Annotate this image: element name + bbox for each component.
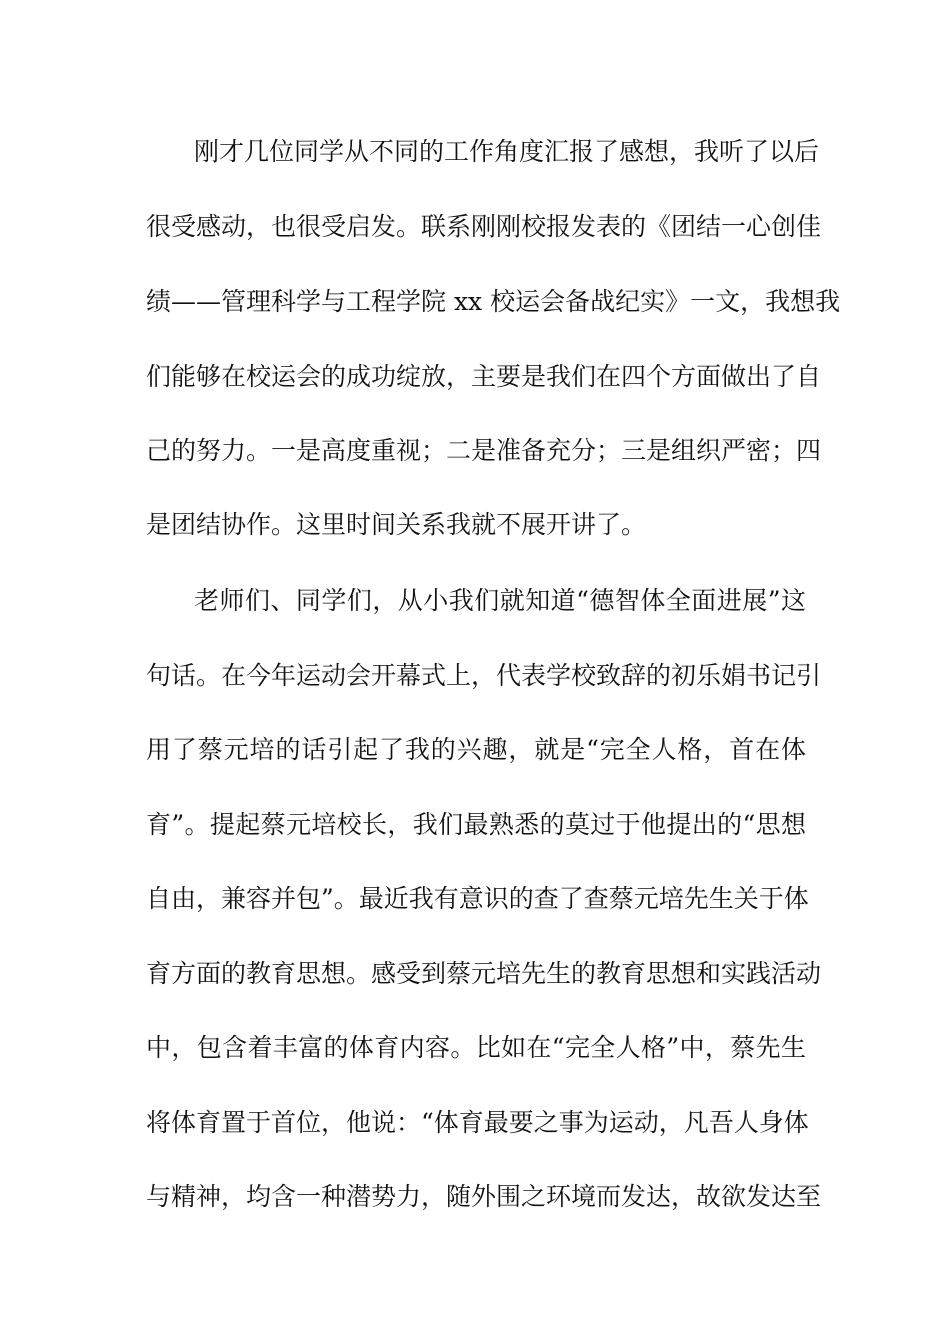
paragraph-1-line-2: 很受感动，也很受启发。联系刚刚校报发表的《团结一心创佳 [146, 212, 822, 241]
paragraph-2-line-7: 中，包含着丰富的体育内容。比如在“完全人格”中，蔡先生 [146, 1033, 806, 1062]
paragraph-2-line-2: 句话。在今年运动会开幕式上，代表学校致辞的初乐娟书记引 [146, 661, 822, 690]
paragraph-2-line-3: 用了蔡元培的话引起了我的兴趣，就是“完全人格，首在体 [146, 735, 806, 764]
paragraph-2-line-1: 老师们、同学们，从小我们就知道“德智体全面进展”这 [194, 586, 806, 615]
paragraph-2-line-8: 将体育置于首位，他说：“体育最要之事为运动，凡吾人身体 [146, 1108, 809, 1137]
paragraph-1-line-1: 刚才几位同学从不同的工作角度汇报了感想，我听了以后 [194, 137, 820, 166]
paragraph-1-line-3: 绩——管理科学与工程学院 xx 校运会备战纪实》一文，我想我 [146, 287, 841, 316]
paragraph-1-line-4: 们能够在校运会的成功绽放，主要是我们在四个方面做出了自 [146, 362, 822, 391]
paragraph-2-line-9: 与精神，均含一种潜势力，随外围之环境而发达，故欲发达至 [146, 1182, 822, 1211]
paragraph-2-line-6: 育方面的教育思想。感受到蔡元培先生的教育思想和实践活动 [146, 959, 822, 988]
paragraph-1-line-6: 是团结协作。这里时间关系我就不展开讲了。 [146, 510, 647, 539]
paragraph-2-line-5: 自由，兼容并包”。最近我有意识的查了查蔡元培先生关于体 [146, 884, 809, 913]
paragraph-1-line-5: 己的努力。一是高度重视；二是准备充分；三是组织严密；四 [146, 436, 822, 465]
paragraph-2-line-4: 育”。提起蔡元培校长，我们最熟悉的莫过于他提出的“思想 [146, 810, 806, 839]
